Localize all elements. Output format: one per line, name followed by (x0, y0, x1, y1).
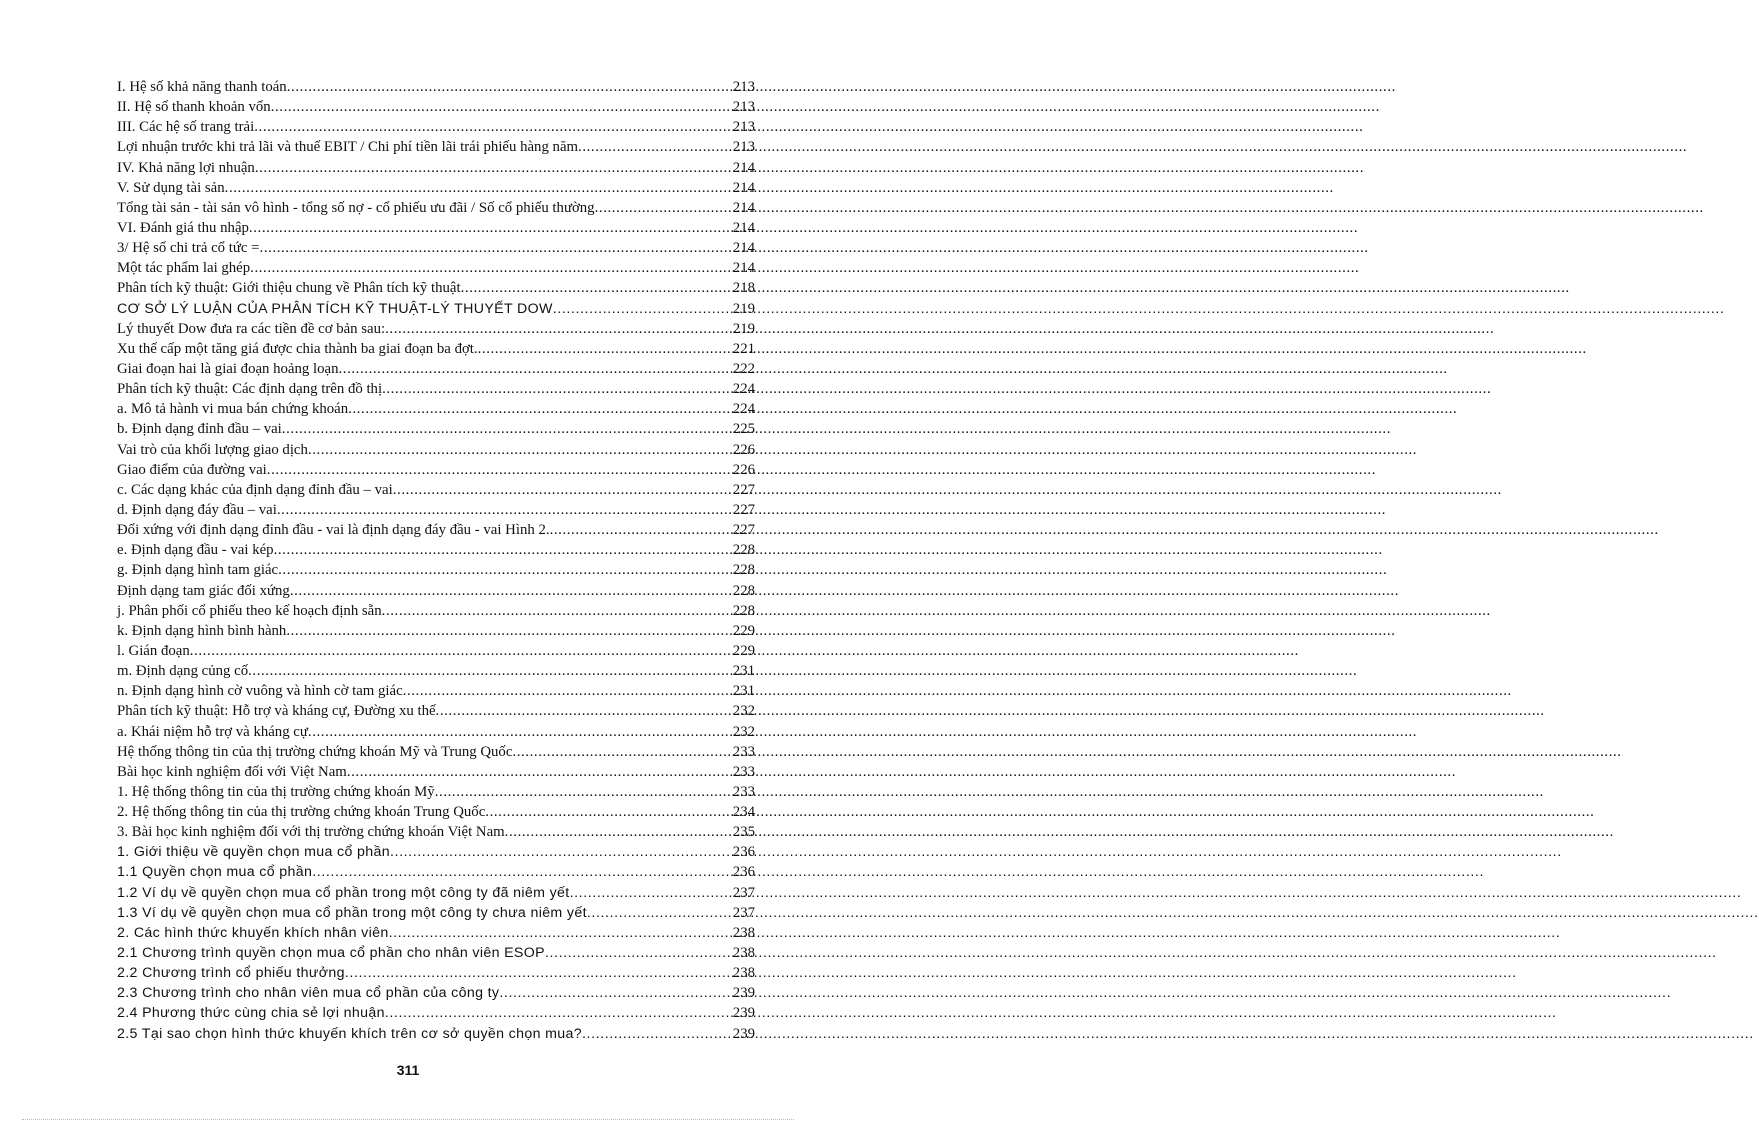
toc-entry-page: 227 (732, 522, 755, 539)
toc-entry-title: b. Định dạng đỉnh đầu – vai (117, 421, 282, 438)
toc-entry-page: 239 (732, 985, 755, 1002)
toc-entry-title: Giao điểm của đường vai (117, 461, 267, 478)
toc-entry-page: 213 (732, 99, 755, 116)
toc-leader-dots (250, 258, 732, 278)
toc-leader-dots (290, 581, 732, 601)
toc-entry[interactable] (117, 923, 755, 943)
toc-leader-dots (190, 641, 732, 661)
toc-leader-dots (582, 1024, 732, 1044)
toc-leader-dots (499, 983, 731, 1003)
toc-entry[interactable] (117, 1024, 755, 1044)
toc-entry[interactable] (117, 581, 755, 601)
toc-leader-dots (345, 963, 732, 983)
toc-leader-dots (282, 419, 732, 439)
toc-entry-page: 214 (732, 219, 755, 236)
toc-entry-title: Định dạng tam giác đối xứng (117, 582, 290, 599)
toc-entry-page: 224 (732, 381, 755, 398)
toc-entry[interactable] (117, 399, 755, 419)
toc-entry-page: 237 (732, 904, 755, 921)
toc-entry-title: 1.3 Ví dụ về quyền chọn mua cổ phần trong một công ty chưa niêm yết (117, 904, 587, 921)
toc-entry-title: n. Định dạng hình cờ vuông và hình cờ tam giác (117, 683, 403, 700)
toc-leader-dots (255, 158, 732, 178)
toc-entry-title: III. Các hệ số trang trải (117, 119, 255, 136)
toc-entry-title: k. Định dạng hình bình hành (117, 622, 287, 639)
toc-leader-dots (312, 862, 732, 882)
toc-entry[interactable] (117, 117, 755, 137)
toc-entry-title: 2.4 Phương thức cùng chia sẻ lợi nhuận (117, 1005, 385, 1022)
toc-leader-dots (287, 77, 732, 97)
toc-entry[interactable] (117, 238, 755, 258)
toc-leader-dots (390, 842, 732, 862)
toc-entry-page: 227 (732, 501, 755, 518)
toc-leader-dots (385, 319, 732, 339)
toc-leader-dots (249, 218, 732, 238)
toc-leader-dots (348, 399, 732, 419)
toc-entry[interactable] (117, 97, 755, 117)
toc-entry-page: 228 (732, 562, 755, 579)
toc-entry[interactable] (117, 842, 755, 862)
toc-leader-dots (308, 722, 732, 742)
toc-entry[interactable] (117, 560, 755, 580)
footer-divider (22, 1119, 794, 1120)
toc-entry[interactable] (117, 500, 755, 520)
toc-entry-title: e. Định dạng đầu - vai kép (117, 542, 274, 559)
toc-entry[interactable] (117, 520, 755, 540)
toc-leader-dots (435, 782, 732, 802)
toc-entry-title: d. Định dạng đáy đầu – vai (117, 501, 277, 518)
toc-entry-title: CƠ SỞ LÝ LUẬN CỦA PHÂN TÍCH KỸ THUẬT-LÝ THUYẾT DOW (117, 300, 553, 317)
toc-entry[interactable] (117, 983, 755, 1003)
toc-entry-title: m. Định dạng củng cố (117, 663, 249, 680)
toc-entry-page: 218 (732, 280, 755, 297)
toc-leader-dots (278, 560, 732, 580)
toc-entry-page: 238 (732, 924, 755, 941)
toc-entry[interactable] (117, 339, 755, 359)
toc-entry[interactable] (117, 903, 755, 923)
toc-leader-dots (389, 923, 732, 943)
toc-entry[interactable] (117, 419, 755, 439)
toc-entry-title: V. Sử dụng tài sản (117, 179, 225, 196)
toc-entry-page: 227 (732, 481, 755, 498)
toc-entry-page: 235 (732, 824, 755, 841)
toc-entry-title: Phân tích kỹ thuật: Giới thiệu chung về Phân tích kỹ thuật (117, 280, 461, 297)
toc-entry[interactable] (117, 701, 755, 721)
toc-entry-title: II. Hệ số thanh khoản vốn (117, 99, 271, 116)
toc-leader-dots (485, 802, 732, 822)
toc-leader-dots (385, 1003, 732, 1023)
toc-entry-title: 2. Các hình thức khuyến khích nhân viên (117, 924, 389, 941)
toc-entry[interactable] (117, 319, 755, 339)
toc-entry[interactable] (117, 762, 755, 782)
toc-entry-page: 233 (732, 763, 755, 780)
toc-entry-title: Xu thế cấp một tăng giá được chia thành ba giai đoạn ba đợt. (117, 340, 478, 357)
toc-entry-title: Một tác phẩm lai ghép (117, 260, 251, 277)
toc-entry[interactable] (117, 601, 755, 621)
page-number: 311 (396, 1062, 420, 1078)
toc-entry-page: 222 (732, 360, 755, 377)
toc-entry-title: Đối xứng với định dạng đỉnh đầu - vai là định dạng đáy đầu - vai Hình 2. (117, 522, 550, 539)
toc-entry-title: Giai đoạn hai là giai đoạn hoảng loạn (117, 360, 339, 377)
toc-entry-page: 238 (732, 965, 755, 982)
toc-leader-dots (403, 681, 732, 701)
toc-entry[interactable] (117, 460, 755, 480)
toc-entry-page: 225 (732, 421, 755, 438)
toc-entry-page: 214 (732, 179, 755, 196)
toc-entry-page: 233 (732, 783, 755, 800)
toc-entry-title: Hệ thống thông tin của thị trường chứng khoán Mỹ và Trung Quốc (117, 743, 513, 760)
toc-entry-title: Tổng tài sản - tài sản vô hình - tổng số nợ - cổ phiếu ưu đãi / Số cổ phiếu thường (117, 199, 595, 216)
toc-leader-dots (393, 480, 732, 500)
toc-entry-page: 226 (732, 461, 755, 478)
toc-entry-page: 221 (732, 340, 755, 357)
toc-leader-dots (595, 198, 732, 218)
toc-entry[interactable] (117, 278, 755, 298)
toc-entry-title: 2.1 Chương trình quyền chọn mua cổ phần cho nhân viên ESOP (117, 945, 545, 962)
toc-entry-title: c. Các dạng khác của định dạng đỉnh đầu – vai (117, 481, 393, 498)
toc-leader-dots (382, 379, 732, 399)
toc-leader-dots (225, 178, 732, 198)
toc-entry-title: I. Hệ số khả năng thanh toán (117, 79, 287, 95)
toc-entry-page: 213 (732, 139, 755, 156)
toc-entry-title: l. Gián đoạn (117, 642, 190, 659)
toc-entry-page: 236 (732, 844, 755, 861)
toc-entry-page: 224 (732, 401, 755, 418)
toc-entry-title: Lý thuyết Dow đưa ra các tiền đề cơ bản sau: (117, 320, 386, 337)
toc-entry-title: Phân tích kỹ thuật: Các định dạng trên đồ thị (117, 381, 383, 398)
toc-entry[interactable] (117, 862, 755, 882)
toc-entry[interactable] (117, 782, 755, 802)
toc-entry-page: 214 (732, 199, 755, 216)
toc-entry[interactable] (117, 77, 755, 97)
toc-entry[interactable] (117, 299, 755, 319)
toc-entry-title: 2.2 Chương trình cổ phiếu thưởng (117, 965, 345, 982)
table-of-contents (117, 77, 755, 1044)
toc-entry-title: 1.2 Ví dụ về quyền chọn mua cổ phần trong một công ty đã niêm yết (117, 884, 570, 901)
toc-entry[interactable] (117, 480, 755, 500)
toc-leader-dots (267, 460, 732, 480)
toc-entry[interactable] (117, 963, 755, 983)
toc-leader-dots (505, 822, 732, 842)
toc-entry[interactable] (117, 178, 755, 198)
toc-leader-dots (308, 440, 732, 460)
toc-entry-page: 239 (732, 1025, 755, 1042)
toc-entry[interactable] (117, 440, 755, 460)
toc-entry-page: 234 (732, 804, 755, 821)
toc-leader-dots (550, 520, 732, 540)
toc-entry[interactable] (117, 137, 755, 157)
toc-leader-dots (338, 359, 731, 379)
toc-entry-page: 231 (732, 663, 755, 680)
toc-leader-dots (478, 339, 732, 359)
toc-entry[interactable] (117, 359, 755, 379)
toc-entry-page: 232 (732, 723, 755, 740)
toc-entry[interactable] (117, 198, 755, 218)
toc-entry-title: 1.1 Quyền chọn mua cổ phần (117, 864, 313, 881)
toc-entry-page: 228 (732, 602, 755, 619)
toc-entry-page: 233 (732, 743, 755, 760)
toc-entry-title: Vai trò của khối lượng giao dịch (117, 441, 308, 458)
toc-entry-title: IV. Khả năng lợi nhuận (117, 159, 255, 176)
toc-entry[interactable] (117, 258, 755, 278)
toc-entry-page: 214 (732, 240, 755, 257)
toc-entry-page: 228 (732, 582, 755, 599)
toc-entry-title: 2.5 Tại sao chọn hình thức khuyến khích trên cơ sở quyền chọn mua? (117, 1025, 583, 1042)
toc-entry-page: 229 (732, 642, 755, 659)
toc-entry[interactable] (117, 661, 755, 681)
toc-leader-dots (587, 903, 732, 923)
toc-leader-dots (254, 117, 732, 137)
toc-entry-page: 219 (732, 320, 755, 337)
toc-entry-page: 236 (732, 864, 755, 881)
toc-entry-page: 213 (732, 79, 755, 95)
toc-entry-page: 238 (732, 945, 755, 962)
toc-leader-dots (274, 540, 732, 560)
toc-entry-page: 214 (732, 159, 755, 176)
toc-entry-page: 228 (732, 542, 755, 559)
toc-entry[interactable] (117, 641, 755, 661)
toc-entry-title: 3. Bài học kinh nghiệm đối với thị trường chứng khoán Việt Nam (117, 824, 505, 841)
toc-entry[interactable] (117, 742, 755, 762)
toc-leader-dots (248, 661, 732, 681)
toc-entry-page: 231 (732, 683, 755, 700)
toc-entry[interactable] (117, 681, 755, 701)
toc-entry-title: Bài học kinh nghiệm đối với Việt Nam (117, 763, 347, 780)
toc-entry-page: 232 (732, 703, 755, 720)
toc-leader-dots (545, 943, 732, 963)
toc-leader-dots (260, 238, 732, 258)
toc-leader-dots (277, 500, 732, 520)
toc-entry-title: a. Mô tả hành vi mua bán chứng khoán (117, 401, 349, 418)
toc-entry[interactable] (117, 822, 755, 842)
toc-entry[interactable] (117, 540, 755, 560)
toc-entry-page: 214 (732, 260, 755, 277)
toc-entry[interactable] (117, 1003, 755, 1023)
toc-entry[interactable] (117, 621, 755, 641)
toc-entry-title: VI. Đánh giá thu nhập (117, 219, 249, 236)
toc-leader-dots (436, 701, 732, 721)
toc-entry-page: 239 (732, 1005, 755, 1022)
toc-entry[interactable] (117, 802, 755, 822)
toc-leader-dots (271, 97, 732, 117)
toc-entry[interactable] (117, 722, 755, 742)
toc-leader-dots (286, 621, 731, 641)
toc-entry-title: g. Định dạng hình tam giác (117, 562, 279, 579)
toc-entry[interactable] (117, 158, 755, 178)
toc-leader-dots (553, 299, 732, 319)
toc-entry[interactable] (117, 218, 755, 238)
toc-entry-title: Lợi nhuận trước khi trả lãi và thuế EBIT / Chi phí tiền lãi trái phiếu hàng năm (117, 139, 579, 156)
toc-entry-title: 1. Giới thiệu về quyền chọn mua cổ phần (117, 844, 390, 861)
toc-entry-title: 2.3 Chương trình cho nhân viên mua cổ phần của công ty (117, 985, 500, 1002)
toc-entry-page: 226 (732, 441, 755, 458)
toc-entry-title: 3/ Hệ số chi trả cổ tức = (117, 240, 260, 257)
toc-leader-dots (512, 742, 731, 762)
toc-entry[interactable] (117, 379, 755, 399)
toc-entry-page: 237 (732, 884, 755, 901)
toc-entry-title: Phân tích kỹ thuật: Hỗ trợ và kháng cự, Đường xu thế (117, 703, 436, 720)
toc-leader-dots (382, 601, 732, 621)
toc-entry[interactable] (117, 943, 755, 963)
toc-entry-page: 219 (732, 300, 755, 317)
toc-entry-title: 1. Hệ thống thông tin của thị trường chứng khoán Mỹ (117, 783, 435, 800)
toc-leader-dots (570, 883, 732, 903)
toc-entry-page: 229 (732, 622, 755, 639)
toc-entry[interactable] (117, 883, 755, 903)
toc-leader-dots (347, 762, 732, 782)
toc-entry-title: j. Phân phối cổ phiếu theo kế hoạch định sẵn (117, 602, 382, 619)
toc-entry-title: 2. Hệ thống thông tin của thị trường chứng khoán Trung Quốc (117, 804, 486, 821)
toc-entry-page: 213 (732, 119, 755, 136)
toc-entry-title: a. Khái niệm hỗ trợ và kháng cự (117, 723, 308, 740)
toc-leader-dots (578, 137, 732, 157)
toc-leader-dots (461, 278, 732, 298)
